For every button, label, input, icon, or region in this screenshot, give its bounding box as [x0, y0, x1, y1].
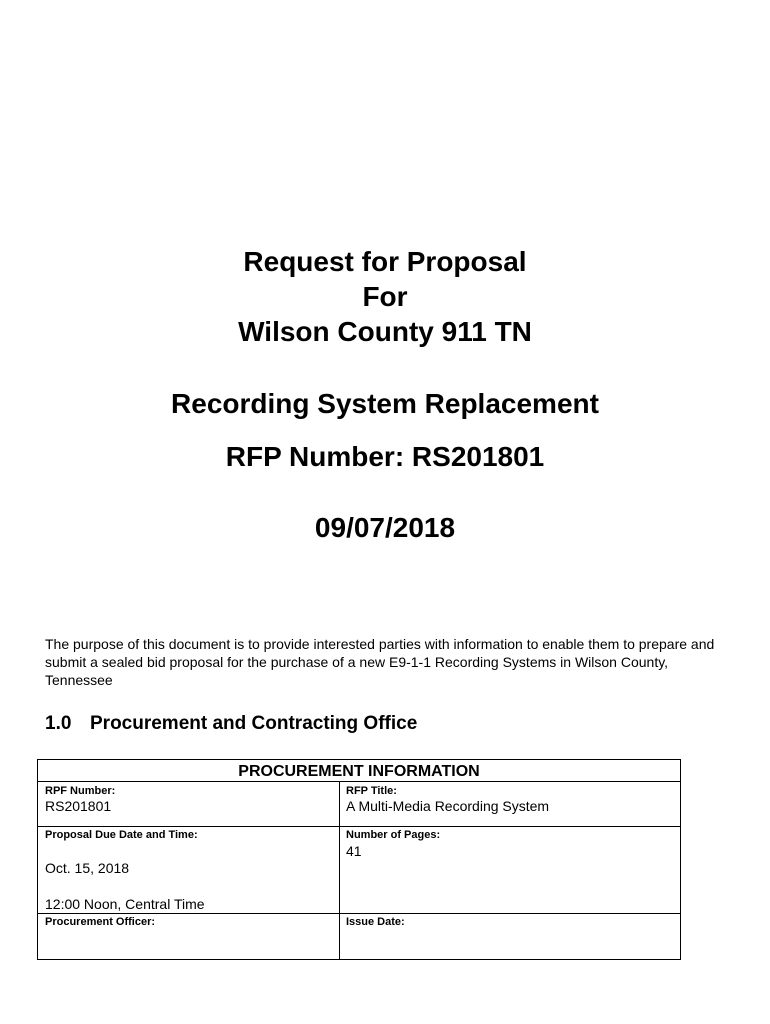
due-time-value: 12:00 Noon, Central Time — [45, 896, 205, 912]
title-line-1: Request for Proposal — [243, 246, 527, 277]
procurement-officer-label: Procurement Officer: — [45, 916, 156, 928]
document-date: 09/07/2018 — [314, 512, 456, 543]
section-title: Procurement and Contracting Office — [90, 713, 418, 734]
rfp-title-label: RFP Title: — [346, 785, 397, 797]
pages-value: 41 — [346, 843, 362, 859]
table-column-divider — [339, 782, 340, 959]
section-heading — [45, 712, 417, 736]
subtitle: Recording System Replacement — [171, 388, 599, 419]
procurement-table-header: PROCUREMENT INFORMATION — [38, 760, 680, 782]
title-line-3: Wilson County 911 TN — [238, 316, 532, 347]
table-row-divider — [38, 913, 680, 914]
procurement-table — [37, 759, 681, 960]
purpose-paragraph: The purpose of this document is to provide interested parties with information to enable them to prepare and submit a sealed bid proposal for the purchase of a new E9-1-1 Recording Systems in Wilson County, Tennessee — [45, 636, 715, 688]
title-line-2: For — [362, 281, 408, 312]
rfp-title-value: A Multi-Media Recording System — [346, 798, 550, 814]
rfp-number-label: RPF Number: — [45, 785, 116, 797]
rfp-number-value: RS201801 — [45, 798, 112, 814]
pages-label: Number of Pages: — [346, 829, 441, 841]
section-number: 1.0 — [45, 713, 72, 734]
table-row-divider — [38, 826, 680, 827]
due-date-label: Proposal Due Date and Time: — [45, 829, 198, 841]
rfp-number-heading: RFP Number: RS201801 — [225, 441, 545, 472]
due-date-value: Oct. 15, 2018 — [45, 860, 130, 876]
issue-date-label: Issue Date: — [346, 916, 405, 928]
